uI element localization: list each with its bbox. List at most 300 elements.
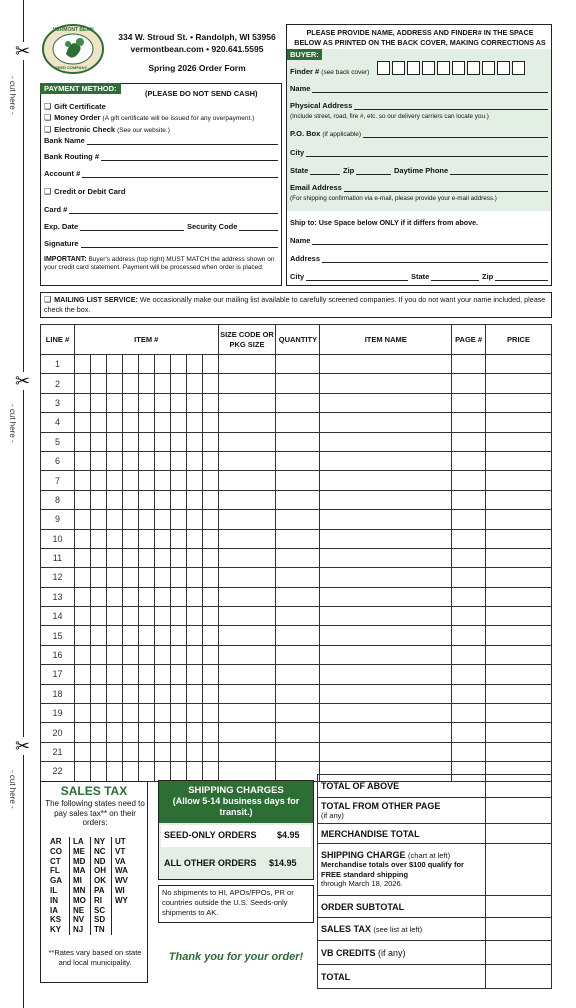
page-cell[interactable] <box>452 742 486 761</box>
item-digit-cell[interactable] <box>154 704 170 723</box>
item-digit-cell[interactable] <box>138 723 154 742</box>
item-digit-cell[interactable] <box>74 626 90 645</box>
item-digit-cell[interactable] <box>106 723 122 742</box>
po-box-field[interactable]: P.O. Box (if applicable) <box>290 129 548 138</box>
item-digit-cell[interactable] <box>138 762 154 781</box>
quantity-cell[interactable] <box>276 432 320 451</box>
price-cell[interactable] <box>486 742 552 761</box>
page-cell[interactable] <box>452 607 486 626</box>
item-digit-cell[interactable] <box>106 684 122 703</box>
page-cell[interactable] <box>452 393 486 412</box>
quantity-cell[interactable] <box>276 762 320 781</box>
item-name-cell[interactable] <box>320 510 452 529</box>
item-digit-cell[interactable] <box>202 587 218 606</box>
item-digit-cell[interactable] <box>170 529 186 548</box>
exp-date-field[interactable]: Exp. Date <box>44 222 184 231</box>
item-digit-cell[interactable] <box>186 529 202 548</box>
price-cell[interactable] <box>486 413 552 432</box>
item-digit-cell[interactable] <box>74 762 90 781</box>
buyer-name-field[interactable]: Name <box>290 84 548 93</box>
price-cell[interactable] <box>486 587 552 606</box>
quantity-cell[interactable] <box>276 490 320 509</box>
item-digit-cell[interactable] <box>170 684 186 703</box>
item-name-cell[interactable] <box>320 607 452 626</box>
item-digit-cell[interactable] <box>90 510 106 529</box>
item-name-cell[interactable] <box>320 451 452 470</box>
item-digit-cell[interactable] <box>106 529 122 548</box>
item-digit-cell[interactable] <box>154 510 170 529</box>
ship-name-field[interactable]: Name <box>290 236 548 245</box>
item-name-cell[interactable] <box>320 568 452 587</box>
item-digit-cell[interactable] <box>74 742 90 761</box>
item-digit-cell[interactable] <box>90 762 106 781</box>
item-digit-cell[interactable] <box>122 374 138 393</box>
item-digit-cell[interactable] <box>122 451 138 470</box>
item-digit-cell[interactable] <box>170 432 186 451</box>
item-digit-cell[interactable] <box>90 568 106 587</box>
bank-routing-field[interactable]: Bank Routing # <box>44 152 278 161</box>
item-digit-cell[interactable] <box>106 374 122 393</box>
item-digit-cell[interactable] <box>122 471 138 490</box>
item-digit-cell[interactable] <box>170 742 186 761</box>
quantity-cell[interactable] <box>276 742 320 761</box>
item-name-cell[interactable] <box>320 742 452 761</box>
item-digit-cell[interactable] <box>74 374 90 393</box>
item-digit-cell[interactable] <box>186 490 202 509</box>
item-digit-cell[interactable] <box>138 568 154 587</box>
item-digit-cell[interactable] <box>106 451 122 470</box>
sales-tax-value[interactable] <box>486 918 552 941</box>
item-digit-cell[interactable] <box>186 723 202 742</box>
item-digit-cell[interactable] <box>138 742 154 761</box>
quantity-cell[interactable] <box>276 374 320 393</box>
item-digit-cell[interactable] <box>138 471 154 490</box>
item-digit-cell[interactable] <box>154 432 170 451</box>
item-digit-cell[interactable] <box>186 568 202 587</box>
item-digit-cell[interactable] <box>138 665 154 684</box>
price-cell[interactable] <box>486 355 552 374</box>
item-digit-cell[interactable] <box>122 529 138 548</box>
ship-city-field[interactable]: City <box>290 272 408 281</box>
item-digit-cell[interactable] <box>74 393 90 412</box>
ship-zip-field[interactable]: Zip <box>482 272 548 281</box>
page-cell[interactable] <box>452 723 486 742</box>
item-name-cell[interactable] <box>320 704 452 723</box>
grand-total-value[interactable] <box>486 965 552 989</box>
item-digit-cell[interactable] <box>154 548 170 567</box>
price-cell[interactable] <box>486 607 552 626</box>
size-code-cell[interactable] <box>218 684 276 703</box>
item-name-cell[interactable] <box>320 529 452 548</box>
size-code-cell[interactable] <box>218 451 276 470</box>
option-credit-card[interactable]: ❑ Credit or Debit Card <box>44 187 126 196</box>
price-cell[interactable] <box>486 490 552 509</box>
price-cell[interactable] <box>486 684 552 703</box>
item-digit-cell[interactable] <box>202 704 218 723</box>
size-code-cell[interactable] <box>218 393 276 412</box>
page-cell[interactable] <box>452 568 486 587</box>
quantity-cell[interactable] <box>276 645 320 664</box>
item-digit-cell[interactable] <box>202 471 218 490</box>
item-digit-cell[interactable] <box>106 432 122 451</box>
size-code-cell[interactable] <box>218 607 276 626</box>
size-code-cell[interactable] <box>218 704 276 723</box>
item-digit-cell[interactable] <box>138 704 154 723</box>
item-digit-cell[interactable] <box>154 529 170 548</box>
item-digit-cell[interactable] <box>122 548 138 567</box>
item-digit-cell[interactable] <box>202 645 218 664</box>
option-electronic-check[interactable]: ❑ Electronic Check (See our website.) <box>44 125 170 134</box>
page-cell[interactable] <box>452 471 486 490</box>
size-code-cell[interactable] <box>218 413 276 432</box>
item-digit-cell[interactable] <box>154 451 170 470</box>
item-digit-cell[interactable] <box>154 762 170 781</box>
item-digit-cell[interactable] <box>186 762 202 781</box>
item-digit-cell[interactable] <box>122 490 138 509</box>
item-digit-cell[interactable] <box>106 548 122 567</box>
item-digit-cell[interactable] <box>154 587 170 606</box>
item-digit-cell[interactable] <box>74 548 90 567</box>
size-code-cell[interactable] <box>218 626 276 645</box>
item-digit-cell[interactable] <box>202 413 218 432</box>
item-digit-cell[interactable] <box>122 762 138 781</box>
item-digit-cell[interactable] <box>154 568 170 587</box>
item-digit-cell[interactable] <box>202 742 218 761</box>
item-digit-cell[interactable] <box>106 626 122 645</box>
item-digit-cell[interactable] <box>90 626 106 645</box>
item-digit-cell[interactable] <box>90 704 106 723</box>
item-digit-cell[interactable] <box>122 510 138 529</box>
item-digit-cell[interactable] <box>122 645 138 664</box>
item-digit-cell[interactable] <box>90 393 106 412</box>
item-digit-cell[interactable] <box>106 645 122 664</box>
page-cell[interactable] <box>452 626 486 645</box>
item-digit-cell[interactable] <box>170 587 186 606</box>
item-digit-cell[interactable] <box>106 587 122 606</box>
size-code-cell[interactable] <box>218 529 276 548</box>
item-digit-cell[interactable] <box>90 413 106 432</box>
item-digit-cell[interactable] <box>90 471 106 490</box>
item-digit-cell[interactable] <box>138 587 154 606</box>
item-digit-cell[interactable] <box>186 374 202 393</box>
price-cell[interactable] <box>486 393 552 412</box>
size-code-cell[interactable] <box>218 723 276 742</box>
item-digit-cell[interactable] <box>106 393 122 412</box>
ship-address-field[interactable]: Address <box>290 254 548 263</box>
item-digit-cell[interactable] <box>170 374 186 393</box>
item-digit-cell[interactable] <box>170 471 186 490</box>
item-digit-cell[interactable] <box>90 374 106 393</box>
item-digit-cell[interactable] <box>90 684 106 703</box>
item-digit-cell[interactable] <box>74 568 90 587</box>
item-digit-cell[interactable] <box>138 529 154 548</box>
item-digit-cell[interactable] <box>154 723 170 742</box>
security-code-field[interactable]: Security Code <box>187 222 278 231</box>
item-name-cell[interactable] <box>320 684 452 703</box>
item-digit-cell[interactable] <box>154 413 170 432</box>
size-code-cell[interactable] <box>218 548 276 567</box>
quantity-cell[interactable] <box>276 355 320 374</box>
item-digit-cell[interactable] <box>122 665 138 684</box>
quantity-cell[interactable] <box>276 704 320 723</box>
item-digit-cell[interactable] <box>138 393 154 412</box>
total-of-above-value[interactable] <box>486 775 552 798</box>
price-cell[interactable] <box>486 471 552 490</box>
item-name-cell[interactable] <box>320 665 452 684</box>
buyer-zip-field[interactable]: Zip <box>343 166 391 175</box>
size-code-cell[interactable] <box>218 510 276 529</box>
item-digit-cell[interactable] <box>106 742 122 761</box>
quantity-cell[interactable] <box>276 684 320 703</box>
quantity-cell[interactable] <box>276 723 320 742</box>
item-digit-cell[interactable] <box>186 665 202 684</box>
page-cell[interactable] <box>452 529 486 548</box>
signature-field[interactable]: Signature <box>44 239 278 248</box>
item-digit-cell[interactable] <box>170 393 186 412</box>
item-digit-cell[interactable] <box>202 490 218 509</box>
item-digit-cell[interactable] <box>202 665 218 684</box>
item-digit-cell[interactable] <box>154 607 170 626</box>
item-digit-cell[interactable] <box>74 432 90 451</box>
quantity-cell[interactable] <box>276 471 320 490</box>
item-name-cell[interactable] <box>320 393 452 412</box>
item-digit-cell[interactable] <box>202 451 218 470</box>
item-digit-cell[interactable] <box>90 432 106 451</box>
item-digit-cell[interactable] <box>186 471 202 490</box>
item-digit-cell[interactable] <box>106 665 122 684</box>
item-name-cell[interactable] <box>320 626 452 645</box>
physical-address-field[interactable]: Physical Address <box>290 101 548 110</box>
item-digit-cell[interactable] <box>90 742 106 761</box>
merchandise-total-value[interactable] <box>486 824 552 844</box>
page-cell[interactable] <box>452 684 486 703</box>
size-code-cell[interactable] <box>218 471 276 490</box>
item-digit-cell[interactable] <box>74 587 90 606</box>
item-digit-cell[interactable] <box>202 568 218 587</box>
price-cell[interactable] <box>486 374 552 393</box>
item-name-cell[interactable] <box>320 490 452 509</box>
item-digit-cell[interactable] <box>122 393 138 412</box>
size-code-cell[interactable] <box>218 587 276 606</box>
item-digit-cell[interactable] <box>90 645 106 664</box>
item-digit-cell[interactable] <box>170 704 186 723</box>
item-digit-cell[interactable] <box>170 665 186 684</box>
item-digit-cell[interactable] <box>90 548 106 567</box>
item-digit-cell[interactable] <box>186 548 202 567</box>
item-name-cell[interactable] <box>320 355 452 374</box>
item-digit-cell[interactable] <box>186 510 202 529</box>
page-cell[interactable] <box>452 451 486 470</box>
page-cell[interactable] <box>452 510 486 529</box>
bank-name-field[interactable]: Bank Name <box>44 136 278 145</box>
size-code-cell[interactable] <box>218 645 276 664</box>
page-cell[interactable] <box>452 432 486 451</box>
item-digit-cell[interactable] <box>202 548 218 567</box>
account-field[interactable]: Account # <box>44 169 278 178</box>
item-digit-cell[interactable] <box>138 374 154 393</box>
item-digit-cell[interactable] <box>138 645 154 664</box>
item-digit-cell[interactable] <box>170 568 186 587</box>
item-digit-cell[interactable] <box>186 413 202 432</box>
size-code-cell[interactable] <box>218 568 276 587</box>
item-digit-cell[interactable] <box>154 645 170 664</box>
item-name-cell[interactable] <box>320 548 452 567</box>
price-cell[interactable] <box>486 568 552 587</box>
item-digit-cell[interactable] <box>202 510 218 529</box>
vb-credits-value[interactable] <box>486 941 552 965</box>
card-number-field[interactable]: Card # <box>44 205 278 214</box>
item-digit-cell[interactable] <box>138 607 154 626</box>
item-digit-cell[interactable] <box>74 645 90 664</box>
item-digit-cell[interactable] <box>202 374 218 393</box>
page-cell[interactable] <box>452 355 486 374</box>
quantity-cell[interactable] <box>276 413 320 432</box>
item-digit-cell[interactable] <box>122 723 138 742</box>
page-cell[interactable] <box>452 490 486 509</box>
quantity-cell[interactable] <box>276 510 320 529</box>
price-cell[interactable] <box>486 529 552 548</box>
item-digit-cell[interactable] <box>170 451 186 470</box>
item-digit-cell[interactable] <box>186 432 202 451</box>
item-digit-cell[interactable] <box>90 587 106 606</box>
item-digit-cell[interactable] <box>202 684 218 703</box>
item-digit-cell[interactable] <box>90 665 106 684</box>
item-digit-cell[interactable] <box>90 607 106 626</box>
quantity-cell[interactable] <box>276 665 320 684</box>
quantity-cell[interactable] <box>276 607 320 626</box>
quantity-cell[interactable] <box>276 393 320 412</box>
item-digit-cell[interactable] <box>74 510 90 529</box>
total-other-page-value[interactable] <box>486 798 552 824</box>
item-name-cell[interactable] <box>320 723 452 742</box>
page-cell[interactable] <box>452 587 486 606</box>
item-digit-cell[interactable] <box>138 413 154 432</box>
item-digit-cell[interactable] <box>154 684 170 703</box>
size-code-cell[interactable] <box>218 665 276 684</box>
size-code-cell[interactable] <box>218 374 276 393</box>
item-digit-cell[interactable] <box>154 393 170 412</box>
item-digit-cell[interactable] <box>74 723 90 742</box>
item-digit-cell[interactable] <box>138 626 154 645</box>
item-digit-cell[interactable] <box>106 510 122 529</box>
item-digit-cell[interactable] <box>74 529 90 548</box>
item-digit-cell[interactable] <box>122 587 138 606</box>
item-digit-cell[interactable] <box>106 704 122 723</box>
item-digit-cell[interactable] <box>122 355 138 374</box>
item-digit-cell[interactable] <box>186 393 202 412</box>
price-cell[interactable] <box>486 645 552 664</box>
item-name-cell[interactable] <box>320 413 452 432</box>
item-digit-cell[interactable] <box>186 355 202 374</box>
item-digit-cell[interactable] <box>186 645 202 664</box>
item-digit-cell[interactable] <box>74 665 90 684</box>
item-digit-cell[interactable] <box>106 762 122 781</box>
item-digit-cell[interactable] <box>122 432 138 451</box>
price-cell[interactable] <box>486 451 552 470</box>
quantity-cell[interactable] <box>276 529 320 548</box>
item-digit-cell[interactable] <box>106 568 122 587</box>
daytime-phone-field[interactable]: Daytime Phone <box>394 166 548 175</box>
item-name-cell[interactable] <box>320 374 452 393</box>
item-digit-cell[interactable] <box>122 742 138 761</box>
item-digit-cell[interactable] <box>74 490 90 509</box>
item-digit-cell[interactable] <box>74 413 90 432</box>
item-digit-cell[interactable] <box>90 355 106 374</box>
page-cell[interactable] <box>452 645 486 664</box>
item-digit-cell[interactable] <box>138 548 154 567</box>
mailing-list-section[interactable]: ❑ MAILING LIST SERVICE: We occasionally make our mailing list available to carefully screened companies. If you do not want your name included, please check the box. <box>40 292 552 318</box>
item-digit-cell[interactable] <box>138 451 154 470</box>
size-code-cell[interactable] <box>218 432 276 451</box>
item-digit-cell[interactable] <box>90 529 106 548</box>
item-digit-cell[interactable] <box>202 393 218 412</box>
item-digit-cell[interactable] <box>74 684 90 703</box>
price-cell[interactable] <box>486 510 552 529</box>
item-digit-cell[interactable] <box>138 510 154 529</box>
page-cell[interactable] <box>452 665 486 684</box>
item-digit-cell[interactable] <box>106 471 122 490</box>
email-field[interactable]: Email Address <box>290 183 548 192</box>
item-name-cell[interactable] <box>320 471 452 490</box>
item-digit-cell[interactable] <box>106 607 122 626</box>
buyer-city-field[interactable]: City <box>290 148 548 157</box>
item-digit-cell[interactable] <box>106 490 122 509</box>
item-digit-cell[interactable] <box>202 607 218 626</box>
page-cell[interactable] <box>452 374 486 393</box>
item-digit-cell[interactable] <box>138 355 154 374</box>
item-digit-cell[interactable] <box>122 704 138 723</box>
item-digit-cell[interactable] <box>170 723 186 742</box>
item-digit-cell[interactable] <box>122 626 138 645</box>
quantity-cell[interactable] <box>276 568 320 587</box>
item-name-cell[interactable] <box>320 587 452 606</box>
item-digit-cell[interactable] <box>170 413 186 432</box>
item-digit-cell[interactable] <box>170 626 186 645</box>
page-cell[interactable] <box>452 548 486 567</box>
item-digit-cell[interactable] <box>74 704 90 723</box>
item-digit-cell[interactable] <box>186 684 202 703</box>
item-digit-cell[interactable] <box>186 607 202 626</box>
finder-boxes[interactable] <box>377 61 527 75</box>
ship-state-field[interactable]: State <box>411 272 479 281</box>
item-digit-cell[interactable] <box>138 432 154 451</box>
item-digit-cell[interactable] <box>154 742 170 761</box>
item-digit-cell[interactable] <box>170 490 186 509</box>
item-digit-cell[interactable] <box>202 355 218 374</box>
shipping-charge-value[interactable] <box>486 844 552 896</box>
item-digit-cell[interactable] <box>154 626 170 645</box>
item-digit-cell[interactable] <box>106 355 122 374</box>
item-digit-cell[interactable] <box>186 704 202 723</box>
item-digit-cell[interactable] <box>202 723 218 742</box>
item-digit-cell[interactable] <box>154 665 170 684</box>
size-code-cell[interactable] <box>218 490 276 509</box>
item-digit-cell[interactable] <box>154 374 170 393</box>
item-digit-cell[interactable] <box>202 432 218 451</box>
item-digit-cell[interactable] <box>202 529 218 548</box>
item-digit-cell[interactable] <box>170 548 186 567</box>
item-digit-cell[interactable] <box>74 355 90 374</box>
item-digit-cell[interactable] <box>186 626 202 645</box>
item-digit-cell[interactable] <box>74 607 90 626</box>
item-digit-cell[interactable] <box>122 568 138 587</box>
size-code-cell[interactable] <box>218 742 276 761</box>
item-digit-cell[interactable] <box>90 723 106 742</box>
item-digit-cell[interactable] <box>202 626 218 645</box>
quantity-cell[interactable] <box>276 626 320 645</box>
item-digit-cell[interactable] <box>122 413 138 432</box>
item-digit-cell[interactable] <box>154 355 170 374</box>
